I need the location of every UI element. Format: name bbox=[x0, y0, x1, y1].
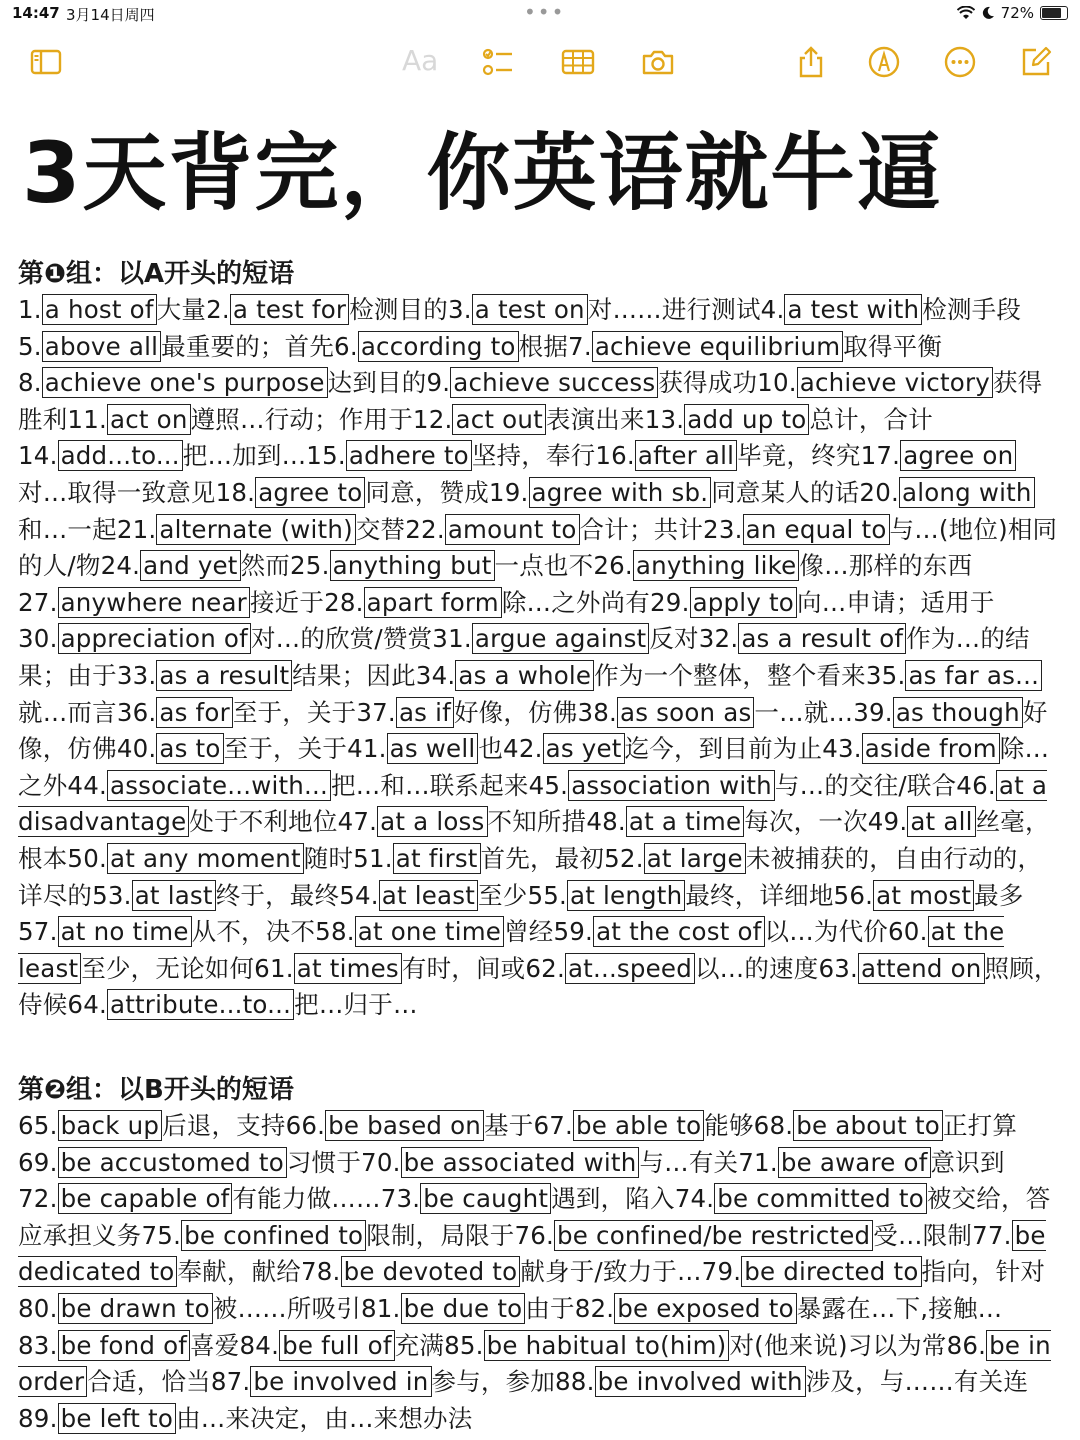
phrase-number: 31. bbox=[432, 624, 472, 654]
phrase-number: 27. bbox=[18, 587, 58, 617]
phrase-term: be devoted to bbox=[341, 1256, 521, 1287]
phrase-term: be involved with bbox=[595, 1366, 806, 1397]
phrase-meaning: 正打算 bbox=[942, 1111, 1018, 1140]
phrase-meaning: 最多 bbox=[974, 880, 1024, 910]
phrase-term: be left to bbox=[58, 1403, 176, 1434]
phrase-term: achieve one's purpose bbox=[42, 367, 328, 398]
phrase-term: at one time bbox=[355, 916, 504, 947]
phrase-term: as far as... bbox=[905, 660, 1042, 691]
phrase-number: 88. bbox=[555, 1367, 595, 1397]
phrase-meaning: 获得成功 bbox=[658, 368, 758, 398]
phrase-term: be drawn to bbox=[58, 1293, 213, 1324]
phrase-term: after all bbox=[635, 440, 737, 471]
text-format-button[interactable]: Aa bbox=[402, 44, 439, 77]
phrase-meaning: 把…加到… bbox=[182, 441, 307, 471]
phrase-number: 7. bbox=[568, 331, 592, 361]
phrase-term: at first bbox=[393, 843, 481, 874]
group-1-phrases bbox=[18, 292, 1063, 1024]
phrase-meaning: 好像，仿佛 bbox=[18, 697, 1048, 764]
phrase-meaning: 奉献，献给 bbox=[177, 1257, 301, 1287]
phrase-number: 10. bbox=[757, 368, 797, 398]
phrase-term: at last bbox=[132, 880, 216, 911]
phrase-term: aside from bbox=[862, 733, 1000, 764]
phrase-meaning: 有能力做…… bbox=[232, 1184, 381, 1214]
phrase-term: back up bbox=[58, 1110, 163, 1141]
phrase-number: 44. bbox=[67, 770, 107, 800]
phrase-term: at large bbox=[644, 843, 746, 874]
phrase-term: according to bbox=[358, 331, 519, 362]
phrase-term: at any moment bbox=[107, 843, 304, 874]
phrase-number: 39. bbox=[853, 697, 893, 727]
phrase-meaning: 把…归于… bbox=[294, 990, 418, 1020]
phrase-number: 34. bbox=[415, 660, 456, 690]
phrase-term: be based on bbox=[325, 1110, 484, 1141]
phrase-meaning: 与…(地位)相同的人/物 bbox=[18, 514, 1058, 581]
phrase-meaning: 向…申请；适用于 bbox=[797, 587, 995, 617]
phrase-term: along with bbox=[899, 477, 1035, 508]
phrase-term: be associated with bbox=[401, 1147, 640, 1178]
phrase-term: be directed to bbox=[741, 1256, 921, 1287]
status-bar bbox=[0, 0, 1080, 28]
phrase-number: 25. bbox=[290, 551, 330, 581]
multitask-dots-icon[interactable]: ••• bbox=[524, 0, 566, 24]
wifi-icon bbox=[957, 6, 975, 20]
phrase-meaning: 接近于 bbox=[249, 587, 325, 617]
phrase-number: 57. bbox=[18, 917, 58, 947]
phrase-meaning: 与…有关 bbox=[639, 1147, 739, 1177]
phrase-number: 80. bbox=[18, 1293, 58, 1323]
phrase-number: 86. bbox=[946, 1330, 987, 1360]
phrase-term: agree to bbox=[255, 477, 365, 508]
phrase-number: 17. bbox=[860, 441, 901, 471]
phrase-meaning: 终于，最终 bbox=[215, 880, 340, 910]
phrase-meaning: 合适，恰当 bbox=[87, 1367, 211, 1397]
phrase-term: be capable of bbox=[58, 1183, 233, 1214]
notes-toolbar bbox=[0, 38, 1080, 84]
phrase-term: alternate (with) bbox=[156, 514, 355, 545]
phrase-number: 58. bbox=[315, 917, 355, 947]
do-not-disturb-moon-icon bbox=[981, 6, 995, 20]
phrase-term: associate...with... bbox=[107, 770, 331, 801]
phrase-term: anywhere near bbox=[58, 587, 250, 618]
phrase-meaning: 不知所措 bbox=[487, 807, 587, 837]
phrase-meaning: 检测目的 bbox=[349, 295, 449, 324]
phrase-meaning: 至于，关于 bbox=[232, 697, 357, 727]
phrase-number: 60. bbox=[888, 917, 928, 947]
phrase-meaning: 随时 bbox=[303, 843, 354, 873]
phrase-number: 42. bbox=[503, 734, 543, 764]
phrase-number: 35. bbox=[865, 660, 906, 690]
phrase-meaning: 交替 bbox=[355, 514, 406, 544]
phrase-term: as though bbox=[893, 697, 1023, 728]
phrase-number: 75. bbox=[141, 1220, 182, 1250]
phrase-term: be able to bbox=[573, 1110, 704, 1141]
phrase-term: be due to bbox=[401, 1293, 526, 1324]
phrase-term: appreciation of bbox=[58, 623, 251, 654]
phrase-term: be habitual to(him) bbox=[484, 1330, 730, 1361]
phrase-meaning: 至少，无论如何 bbox=[81, 953, 255, 983]
phrase-meaning: 除…之外 bbox=[18, 734, 1050, 800]
phrase-term: anything but bbox=[330, 550, 495, 581]
phrase-term: at times bbox=[294, 953, 402, 984]
note-body-group-2[interactable] bbox=[18, 1072, 1063, 1437]
phrase-number: 15. bbox=[306, 441, 346, 471]
phrase-term: as yet bbox=[543, 733, 625, 764]
table-icon[interactable] bbox=[560, 44, 596, 80]
phrase-term: achieve victory bbox=[797, 367, 993, 398]
phrase-number: 30. bbox=[18, 624, 58, 654]
phrase-number: 21. bbox=[116, 514, 157, 544]
phrase-meaning: 未被捕获的，自由行动的，详尽的 bbox=[18, 843, 1043, 910]
phrase-meaning: 喜爱 bbox=[190, 1330, 240, 1360]
phrase-term: adhere to bbox=[346, 440, 472, 471]
phrase-meaning: 充满 bbox=[394, 1330, 445, 1360]
phrase-number: 43. bbox=[822, 734, 862, 764]
phrase-term: argue against bbox=[472, 623, 649, 654]
phrase-number: 68. bbox=[753, 1111, 794, 1140]
phrase-number: 28. bbox=[324, 587, 364, 617]
phrase-number: 49. bbox=[867, 807, 908, 837]
phrase-term: be exposed to bbox=[614, 1293, 796, 1324]
share-icon[interactable] bbox=[793, 44, 829, 80]
phrase-meaning: 反对 bbox=[649, 624, 699, 654]
group-1-title: 第❶组：以A开头的短语 bbox=[18, 259, 295, 289]
phrase-number: 51. bbox=[353, 843, 393, 873]
status-right bbox=[957, 4, 1068, 22]
phrase-number: 23. bbox=[703, 514, 743, 544]
phrase-meaning: 对…的欣赏/赞赏 bbox=[250, 624, 433, 654]
phrase-meaning: 和…一起 bbox=[18, 514, 117, 544]
phrase-meaning: 与…的交往/联合 bbox=[774, 770, 957, 800]
phrase-meaning: 大量 bbox=[156, 295, 207, 324]
phrase-meaning: 后退，支持 bbox=[162, 1111, 286, 1140]
phrase-meaning: 坚持，奉行 bbox=[471, 441, 596, 471]
phrase-number: 61. bbox=[254, 953, 294, 983]
phrase-number: 13. bbox=[644, 404, 685, 434]
phrase-term: as if bbox=[396, 697, 454, 728]
phrase-number: 52. bbox=[604, 843, 644, 873]
phrase-meaning: 习惯于 bbox=[286, 1147, 362, 1177]
phrase-meaning: 就…而言 bbox=[18, 697, 117, 727]
phrase-number: 53. bbox=[92, 880, 132, 910]
phrase-term: apply to bbox=[690, 587, 797, 618]
phrase-meaning: 丝毫，根本 bbox=[18, 807, 1050, 873]
checklist-icon[interactable] bbox=[480, 44, 516, 80]
phrase-number: 81. bbox=[360, 1293, 401, 1323]
phrase-meaning: 同意，赞成 bbox=[365, 477, 489, 507]
phrase-number: 64. bbox=[67, 990, 107, 1020]
phrase-term: as for bbox=[156, 697, 232, 728]
phrase-meaning: 同意某人的话 bbox=[711, 477, 860, 507]
phrase-meaning: 至少 bbox=[478, 880, 528, 910]
phrase-term: agree with sb. bbox=[529, 477, 712, 508]
phrase-meaning: 合计；共计 bbox=[579, 514, 704, 544]
phrase-meaning: 作为一个整体，整个看来 bbox=[594, 660, 866, 690]
phrase-term: at most bbox=[873, 880, 974, 911]
status-time: 14:47 bbox=[12, 4, 60, 22]
phrase-term: add...to... bbox=[58, 440, 183, 471]
phrase-meaning: 最重要的；首先 bbox=[161, 331, 335, 361]
phrase-meaning: 把…和…联系起来 bbox=[331, 770, 529, 800]
phrase-meaning: 遇到，陷入 bbox=[551, 1184, 675, 1214]
phrase-number: 24. bbox=[100, 551, 141, 581]
phrase-term: a test on bbox=[472, 294, 588, 325]
phrase-number: 79. bbox=[701, 1257, 742, 1287]
note-body-group-1[interactable] bbox=[18, 256, 1063, 1024]
phrase-term: as a result bbox=[156, 660, 292, 691]
phrase-number: 67. bbox=[533, 1111, 574, 1140]
phrase-term: apart form bbox=[364, 587, 502, 618]
phrase-term: as soon as bbox=[617, 697, 754, 728]
phrase-meaning: 指向，针对 bbox=[921, 1257, 1046, 1287]
phrase-number: 40. bbox=[116, 734, 157, 764]
phrase-meaning: 曾经 bbox=[504, 917, 554, 947]
phrase-term: at least bbox=[379, 880, 478, 911]
phrase-number: 78. bbox=[300, 1257, 341, 1287]
phrase-number: 87. bbox=[210, 1367, 251, 1397]
phrase-term: add up to bbox=[684, 404, 809, 435]
phrase-meaning: 毕竟，终究 bbox=[737, 441, 861, 471]
phrase-meaning: 获得胜利 bbox=[18, 368, 1043, 434]
phrase-meaning: 基于 bbox=[484, 1111, 534, 1140]
phrase-meaning: 对……进行测试 bbox=[587, 295, 761, 324]
phrase-term: attend on bbox=[858, 953, 984, 984]
phrase-meaning: 每次，一次 bbox=[744, 807, 868, 837]
phrase-number: 62. bbox=[525, 953, 565, 983]
phrase-meaning: 意识到 bbox=[930, 1147, 1005, 1177]
phrase-term: act on bbox=[107, 404, 191, 435]
phrase-term: a host of bbox=[42, 294, 157, 325]
phrase-number: 12. bbox=[412, 404, 453, 434]
phrase-meaning: 由于 bbox=[525, 1293, 575, 1323]
phrase-term: a test for bbox=[230, 294, 349, 325]
phrase-meaning: 参与，参加 bbox=[431, 1367, 556, 1397]
phrase-meaning: 表演出来 bbox=[545, 404, 645, 434]
phrase-term: at a time bbox=[626, 806, 744, 837]
more-icon[interactable] bbox=[942, 44, 978, 80]
phrase-term: at length bbox=[567, 880, 685, 911]
phrase-term: and yet bbox=[140, 550, 240, 581]
group-2-phrases bbox=[18, 1108, 1063, 1437]
phrase-meaning: 结果；因此 bbox=[292, 660, 416, 690]
phrase-meaning: 根据 bbox=[518, 331, 569, 361]
phrase-term: at the least bbox=[18, 917, 1005, 983]
phrase-meaning: 能够 bbox=[704, 1111, 754, 1140]
phrase-number: 22. bbox=[405, 514, 445, 544]
phrase-number: 63. bbox=[818, 953, 859, 983]
phrase-number: 83. bbox=[18, 1330, 58, 1360]
phrase-term: amount to bbox=[445, 514, 580, 545]
phrase-meaning: 涉及，与……有关连 bbox=[805, 1367, 1029, 1397]
phrase-number: 76. bbox=[514, 1220, 555, 1250]
phrase-term: be dedicated to bbox=[18, 1220, 1046, 1287]
phrase-meaning: 至于，关于 bbox=[223, 734, 348, 764]
phrase-meaning: 遵照…行动；作用于 bbox=[190, 404, 413, 434]
status-date: 3月14日周四 bbox=[66, 6, 155, 24]
phrase-number: 48. bbox=[586, 807, 626, 837]
phrase-number: 1. bbox=[18, 295, 42, 324]
phrase-term: a test with bbox=[784, 294, 922, 325]
phrase-number: 6. bbox=[334, 331, 358, 361]
phrase-number: 11. bbox=[67, 404, 107, 434]
phrase-number: 9. bbox=[426, 368, 451, 398]
phrase-term: be full of bbox=[279, 1330, 395, 1361]
phrase-meaning: 检测手段 bbox=[922, 295, 1022, 324]
phrase-meaning: 暴露在…下,接触… bbox=[796, 1293, 1003, 1323]
phrase-term: be confined to bbox=[181, 1220, 366, 1251]
phrase-meaning: 最终，详细地 bbox=[685, 880, 834, 910]
phrase-term: be confined/be restricted bbox=[554, 1220, 873, 1251]
phrase-number: 29. bbox=[650, 587, 690, 617]
phrase-meaning: 照顾，侍候 bbox=[18, 953, 1059, 1020]
phrase-number: 74. bbox=[674, 1184, 715, 1214]
sidebar-icon[interactable] bbox=[28, 44, 64, 80]
phrase-number: 56. bbox=[833, 880, 874, 910]
phrase-number: 37. bbox=[356, 697, 396, 727]
phrase-number: 2. bbox=[206, 295, 230, 324]
phrase-meaning: 被交给，答应承担义务 bbox=[18, 1184, 1051, 1250]
phrase-term: be aware of bbox=[778, 1147, 931, 1178]
phrase-meaning: 由…来决定，由…来想办法 bbox=[176, 1403, 473, 1433]
phrase-number: 14. bbox=[18, 441, 58, 471]
phrase-meaning: 迄今，到目前为止 bbox=[624, 734, 823, 764]
phrase-number: 89. bbox=[18, 1403, 58, 1433]
phrase-term: an equal to bbox=[743, 514, 890, 545]
phrase-term: at no time bbox=[58, 916, 192, 947]
battery-icon bbox=[1040, 6, 1068, 20]
phrase-number: 20. bbox=[859, 477, 899, 507]
phrase-term: agree on bbox=[900, 440, 1016, 471]
phrase-meaning: 一点也不 bbox=[494, 551, 594, 581]
phrase-meaning: 限制，局限于 bbox=[366, 1220, 515, 1250]
battery-percent: 72% bbox=[1000, 4, 1034, 22]
phrase-meaning: 献身于/致力于… bbox=[520, 1257, 702, 1287]
phrase-term: above all bbox=[42, 331, 161, 362]
phrase-meaning: 受…限制 bbox=[873, 1220, 973, 1250]
phrase-meaning: 作为…的结果；由于 bbox=[18, 624, 1030, 690]
phrase-term: at a loss bbox=[377, 806, 487, 837]
phrase-number: 38. bbox=[577, 697, 618, 727]
phrase-meaning: 一…就… bbox=[754, 697, 854, 727]
phrase-term: be caught bbox=[420, 1183, 551, 1214]
phrase-number: 26. bbox=[593, 551, 633, 581]
group-2-title: 第❷组：以B开头的短语 bbox=[18, 1075, 294, 1105]
phrase-number: 36. bbox=[116, 697, 157, 727]
phrase-number: 19. bbox=[488, 477, 529, 507]
phrase-meaning: 像…那样的东西 bbox=[799, 551, 973, 581]
phrase-term: be about to bbox=[793, 1110, 943, 1141]
phrase-meaning: 取得平衡 bbox=[843, 331, 943, 361]
phrase-number: 77. bbox=[972, 1220, 1012, 1250]
phrase-term: at...speed bbox=[565, 953, 695, 984]
phrase-number: 46. bbox=[956, 770, 996, 800]
phrase-meaning: 以…的速度 bbox=[694, 953, 819, 983]
phrase-term: be in order bbox=[18, 1330, 1051, 1397]
phrase-term: achieve equilibrium bbox=[592, 331, 843, 362]
phrase-number: 82. bbox=[574, 1293, 615, 1323]
phrase-meaning: 除…之外尚有 bbox=[501, 587, 651, 617]
phrase-number: 5. bbox=[18, 331, 42, 361]
phrase-number: 69. bbox=[18, 1147, 58, 1177]
phrase-term: be involved in bbox=[250, 1366, 431, 1397]
phrase-term: as a whole bbox=[455, 660, 594, 691]
phrase-number: 16. bbox=[595, 441, 635, 471]
phrase-term: anything like bbox=[633, 550, 799, 581]
phrase-number: 3. bbox=[448, 295, 472, 324]
phrase-number: 33. bbox=[116, 660, 157, 690]
phrase-meaning: 从不，决不 bbox=[191, 917, 316, 947]
phrase-meaning: 然而 bbox=[240, 551, 291, 581]
phrase-meaning: 对(他来说)习以为常 bbox=[729, 1330, 947, 1360]
camera-icon[interactable] bbox=[640, 44, 676, 80]
phrase-meaning: 总计，合计 bbox=[809, 404, 933, 434]
phrase-number: 65. bbox=[18, 1111, 58, 1140]
phrase-meaning: 好像，仿佛 bbox=[453, 697, 578, 727]
phrase-meaning: 首先，最初 bbox=[480, 843, 605, 873]
phrase-term: be committed to bbox=[714, 1183, 927, 1214]
phrase-meaning: 以…为代价 bbox=[764, 917, 888, 947]
phrase-term: as well bbox=[387, 733, 479, 764]
phrase-number: 4. bbox=[760, 295, 785, 324]
phrase-number: 32. bbox=[698, 624, 739, 654]
phrase-term: as to bbox=[156, 733, 223, 764]
phrase-number: 73. bbox=[380, 1184, 421, 1214]
phrase-meaning: 对…取得一致意见 bbox=[18, 477, 216, 507]
phrase-number: 85. bbox=[444, 1330, 484, 1360]
phrase-term: attribute...to... bbox=[107, 989, 294, 1020]
phrase-meaning: 有时，间或 bbox=[401, 953, 526, 983]
phrase-term: at a disadvantage bbox=[18, 770, 1048, 837]
phrase-term: at the cost of bbox=[593, 916, 764, 947]
phrase-term: be fond of bbox=[58, 1330, 191, 1361]
phrase-term: as a result of bbox=[738, 623, 906, 654]
phrase-number: 55. bbox=[527, 880, 568, 910]
compose-icon[interactable] bbox=[1018, 44, 1054, 80]
phrase-number: 59. bbox=[553, 917, 594, 947]
phrase-number: 66. bbox=[285, 1111, 326, 1140]
phrase-meaning: 处于不利地位 bbox=[189, 807, 338, 837]
phrase-term: association with bbox=[568, 770, 775, 801]
phrase-number: 18. bbox=[215, 477, 256, 507]
phrase-number: 71. bbox=[738, 1147, 778, 1177]
phrase-meaning: 也 bbox=[478, 734, 504, 764]
phrase-meaning: 被……所吸引 bbox=[212, 1293, 361, 1323]
phrase-term: be accustomed to bbox=[58, 1147, 287, 1178]
phrase-number: 84. bbox=[239, 1330, 280, 1360]
phrase-number: 47. bbox=[337, 807, 378, 837]
phrase-number: 8. bbox=[18, 368, 42, 398]
phrase-number: 70. bbox=[361, 1147, 401, 1177]
phrase-meaning: 达到目的 bbox=[327, 368, 427, 398]
phrase-number: 50. bbox=[67, 843, 107, 873]
phrase-term: act out bbox=[452, 404, 545, 435]
phrase-term: achieve success bbox=[450, 367, 658, 398]
markup-icon[interactable] bbox=[866, 44, 902, 80]
phrase-term: at all bbox=[907, 806, 975, 837]
phrase-number: 41. bbox=[347, 734, 387, 764]
phrase-number: 45. bbox=[528, 770, 569, 800]
phrase-number: 54. bbox=[339, 880, 379, 910]
note-headline: 3天背完，你英语就牛逼 bbox=[22, 124, 943, 222]
phrase-number: 72. bbox=[18, 1184, 58, 1214]
